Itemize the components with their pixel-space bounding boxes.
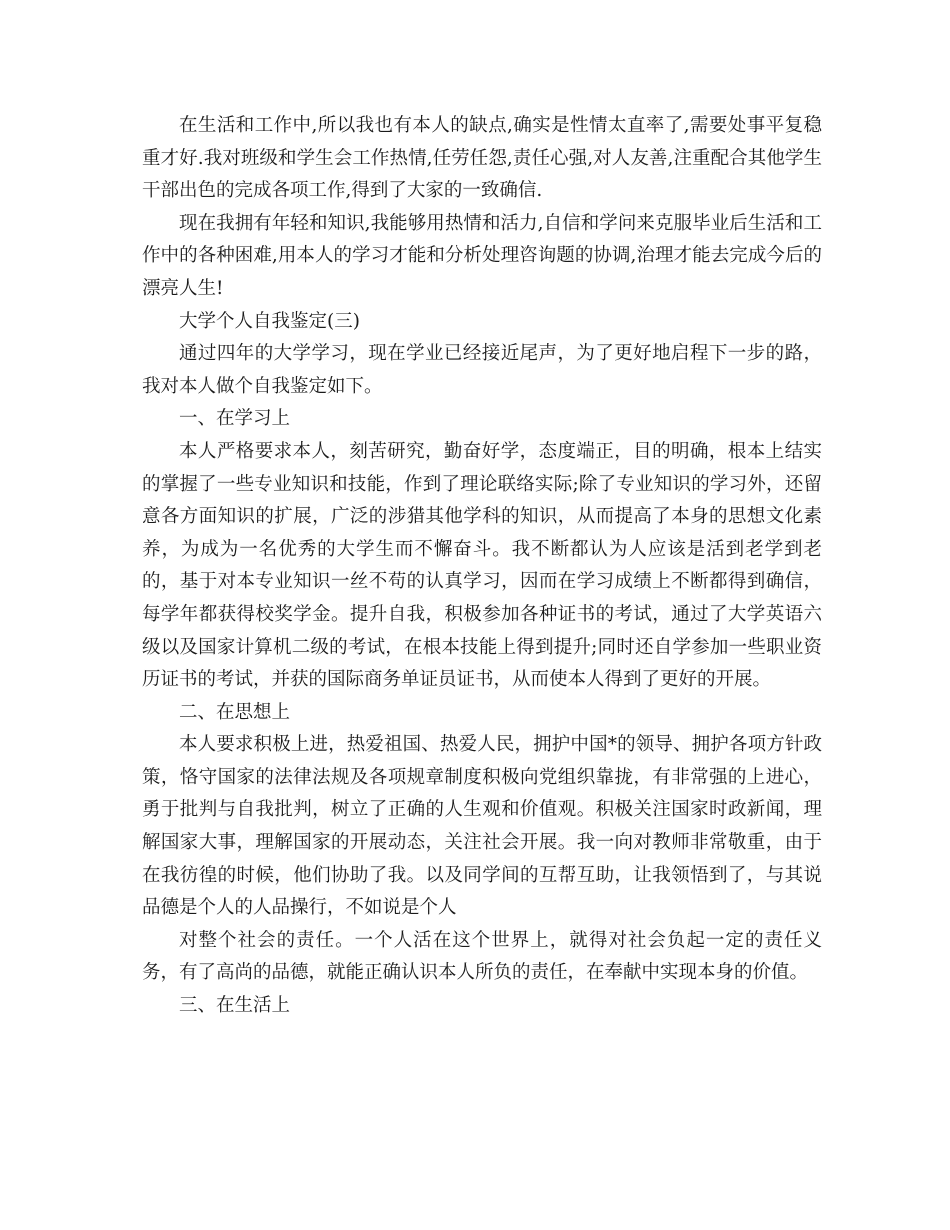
paragraph-future: 现在我拥有年轻和知识,我能够用热情和活力,自信和学问来克服毕业后生活和工作中的各种困难,用本人的学习才能和分析处理咨询题的协调,治理才能去完成今后的漂亮人生! bbox=[142, 212, 822, 299]
heading-thought: 二、在思想上 bbox=[179, 701, 291, 723]
heading-study: 一、在学习上 bbox=[179, 408, 291, 430]
paragraph-intro: 通过四年的大学学习，现在学业已经接近尾声，为了更好地启程下一步的路，我对本人做个自我鉴定如下。 bbox=[142, 343, 822, 397]
paragraph-thought: 本人要求积极上进，热爱祖国、热爱人民，拥护中国*的领导、拥护各项方针政策，恪守国家的法律法规及各项规章制度积极向党组织靠拢，有非常强的上进心，勇于批判与自我批判，树立了正确的人生观和价值观。积极关注国家时政新闻，理解国家大事，理解国家的开展动态，关注社会开展。我一向对教师非常敬重，由于在我彷徨的时候，他们协助了我。以及同学间的互帮互助，让我领悟到了，与其说品德是个人的人品操行，不如说是个人 bbox=[142, 734, 822, 919]
paragraph-responsibility: 对整个社会的责任。一个人活在这个世界上，就得对社会负起一定的责任义务，有了高尚的品德，就能正确认识本人所负的责任，在奉献中实现本身的价值。 bbox=[142, 929, 822, 984]
paragraph-study: 本人严格要求本人，刻苦研究，勤奋好学，态度端正，目的明确，根本上结实的掌握了一些专业知识和技能，作到了理论联络实际;除了专业知识的学习外，还留意各方面知识的扩展，广泛的涉猎其他学科的知识，从而提高了本身的思想文化素养，为成为一名优秀的大学生而不懈奋斗。我不断都认为人应该是活到老学到老的，基于对本专业知识一丝不苟的认真学习，因而在学习成绩上不断都得到确信，每学年都获得校奖学金。提升自我，积极参加各种证书的考试，通过了大学英语六级以及国家计算机二级的考试，在根本技能上得到提升;同时还自学参加一些职业资历证书的考试，并获的国际商务单证员证书，从而使本人得到了更好的开展。 bbox=[142, 440, 822, 691]
document-body bbox=[142, 110, 822, 1023]
section-title: 大学个人自我鉴定(三) bbox=[179, 310, 360, 332]
heading-life: 三、在生活上 bbox=[179, 995, 291, 1017]
paragraph-shortcomings: 在生活和工作中,所以我也有本人的缺点,确实是性情太直率了,需要处事平复稳重才好.我对班级和学生会工作热情,任劳任怨,责任心强,对人友善,注重配合其他学生干部出色的完成各项工作,得到了大家的一致确信. bbox=[142, 115, 822, 202]
